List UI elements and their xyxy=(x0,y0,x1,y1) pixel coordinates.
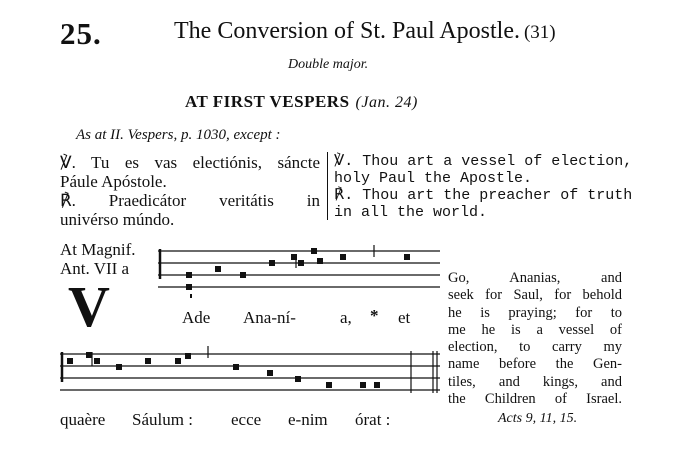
lyric-syllable: ecce xyxy=(231,410,262,429)
versicle-latin-line: univérso múndo. xyxy=(60,210,175,229)
feast-number: 25. xyxy=(60,16,102,51)
feast-title-ref: (31) xyxy=(523,22,556,43)
neume-note xyxy=(240,272,246,278)
neume-note xyxy=(185,353,191,359)
neume-note xyxy=(326,382,332,388)
neume-note xyxy=(233,364,239,370)
neume-note xyxy=(340,254,346,260)
neume-note xyxy=(360,382,366,388)
neume-note xyxy=(67,358,73,364)
lyric-syllable: a, xyxy=(340,308,352,327)
neume-note xyxy=(404,254,410,260)
versicle-english-line: ℟. Thou art the preacher of truth xyxy=(334,187,633,204)
versicle-latin-line: Páule Apóstole. xyxy=(60,172,167,191)
scripture-citation: Acts 9, 11, 15. xyxy=(498,411,578,426)
lyric-asterisk: * xyxy=(370,306,379,325)
versicle-english-line: in all the world. xyxy=(334,204,488,221)
versicle-latin-line: ℟. Praedicátor veritátis in xyxy=(60,191,320,210)
hour-heading-text: AT FIRST VESPERS xyxy=(185,92,350,111)
episema-mark xyxy=(190,294,192,298)
lyric-syllable: Ana-ní- xyxy=(243,308,296,327)
neume-note xyxy=(86,352,92,358)
rubric-instruction: As at II. Vespers, p. 1030, except : xyxy=(76,127,281,143)
lyric-syllable: quaère xyxy=(60,410,106,429)
versicle-english-line: ℣. Thou art a vessel of election, xyxy=(334,153,633,170)
initial-letter: V xyxy=(68,274,110,339)
antiphon-translation xyxy=(448,270,622,408)
neume-note xyxy=(298,260,304,266)
translation-line: election, to carry my xyxy=(448,339,622,356)
antiphon-mode-line: Ant. VII a xyxy=(60,259,130,278)
translation-line: tiles, and kings, and xyxy=(448,373,622,390)
antiphon-label-line: At Magnif. xyxy=(60,240,136,259)
neume-note xyxy=(215,266,221,272)
neume-note xyxy=(145,358,151,364)
neume-note xyxy=(186,272,192,278)
translation-line: name before the Gen- xyxy=(448,356,622,373)
lyric-syllable: Sáulum : xyxy=(132,410,193,429)
neume-note xyxy=(269,260,275,266)
lyric-syllable: órat : xyxy=(355,410,391,429)
lyric-syllable: e-nim xyxy=(288,410,328,429)
neume-note xyxy=(267,370,273,376)
neume-note xyxy=(116,364,122,370)
neume-note xyxy=(186,284,192,290)
feast-title-text: The Conversion of St. Paul Apostle. xyxy=(174,18,520,44)
translation-line: seek for Saul, for behold xyxy=(448,287,622,304)
translation-line: the Children of Israel. xyxy=(448,391,622,408)
lyric-syllable: Ade xyxy=(182,308,211,327)
translation-line: Go, Ananias, and xyxy=(448,270,622,286)
neume-note xyxy=(291,254,297,260)
translation-line: me he is a vessel of xyxy=(448,321,622,338)
neume-note xyxy=(94,358,100,364)
neume-note xyxy=(175,358,181,364)
neume-note xyxy=(317,258,323,264)
hour-date: (Jan. 24) xyxy=(355,94,418,111)
feast-rank: Double major. xyxy=(288,57,369,72)
lyric-syllable: et xyxy=(398,308,411,327)
neume-note xyxy=(374,382,380,388)
neume-note xyxy=(311,248,317,254)
translation-line: he is praying; for to xyxy=(448,304,622,321)
neume-note xyxy=(295,376,301,382)
versicle-latin-line: ℣. Tu es vas electiónis, sáncte xyxy=(60,153,320,172)
versicle-english-line: holy Paul the Apostle. xyxy=(334,170,533,187)
